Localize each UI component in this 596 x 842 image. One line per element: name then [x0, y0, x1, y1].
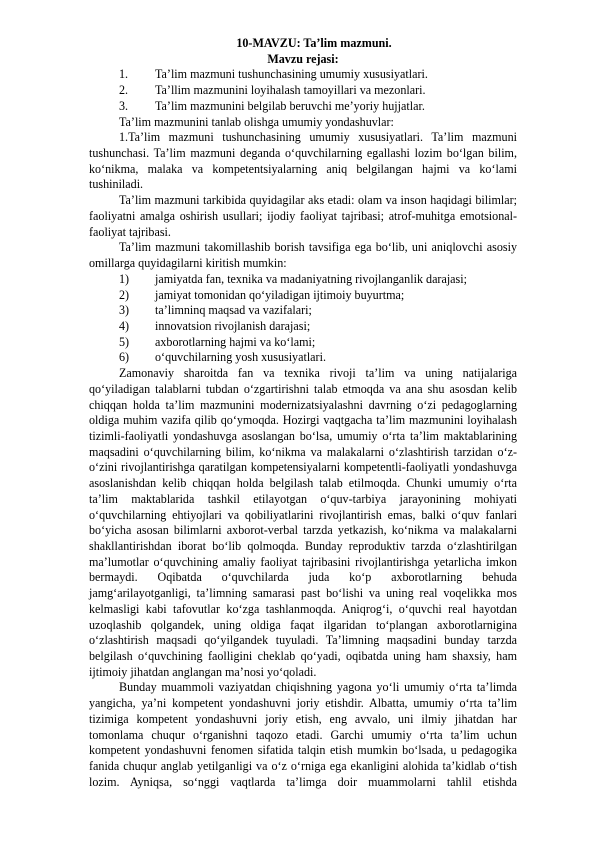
factor-item-text: ta’limninq maqsad va vazifalari;	[155, 303, 312, 318]
factor-item-text: innovatsion rivojlanish darajasi;	[155, 318, 311, 333]
factor-item-text: jamiyat tomonidan qo‘yiladigan ijtimoiy buyurtma;	[155, 287, 405, 302]
plan-item-number: 3.	[119, 98, 129, 113]
factor-item-text: jamiyatda fan, texnika va madaniyatning rivojlanganlik darajasi;	[155, 271, 467, 286]
plan-item-text: Ta’llim mazmunini loyihalash tamoyillari va mezonlari.	[155, 83, 426, 98]
factor-item-number: 1)	[119, 271, 130, 286]
plan-item	[89, 99, 517, 115]
factor-item	[89, 303, 517, 319]
plan-list	[89, 67, 517, 114]
paragraph-factors-intro: Ta’lim mazmuni takomillashib borish tavsifiga ega bo‘lib, uni aniqlovchi asosiy omillarga quyidagilarni kiritish mumkin:	[89, 240, 517, 271]
paragraph-content-components: Ta’lim mazmuni tarkibida quyidagilar aks etadi: olam va inson haqidagi bilimlar; faoliyatni amalga oshirish usullari; ijodiy faoliyat tajribasi; atrof-muhitga emotsional-faoliyat tajribasi.	[89, 193, 517, 239]
paragraph-competent-approach: Bunday muammoli vaziyatdan chiqishning yagona yo‘li umumiy o‘rta ta’limda yangicha, ya’ni kompetent yondashuvni joriy etishdir. Albatta, umumiy o‘rta ta’lim tizimiga kompetent yondashuvni joriy etish, eng avvalo, uni ilmiy jihatdan har tomonlama chuqur o‘rganishni taqozo etadi. Garchi umumiy o‘rta ta’lim uchun kompetent yondashuvni fenomen sifatida talqin etish mumkin bo‘lsada, u pedagogika fanida chuqur anglab yetilganligi va o‘z o‘rniga ega ekanligini alohida ta’kidlab o‘tish lozim. Ayniqsa, so‘nggi vaqtlarda ta’limga doir muammolarni tahlil etishda	[89, 680, 517, 789]
factor-item-number: 3)	[119, 303, 130, 318]
factor-item-text: axborotlarning hajmi va ko‘lami;	[155, 334, 316, 349]
document-page	[89, 36, 517, 791]
approaches-paragraph: Ta’lim mazmunini tanlab olishga umumiy yondashuvlar:	[119, 114, 394, 129]
plan-item	[89, 83, 517, 99]
factor-item	[89, 272, 517, 288]
paragraph-modernization: Zamonaviy sharoitda fan va texnika rivoji ta’lim va uning natijalariga qo‘yiladigan talablarni tubdan o‘zgartirishni talab etmoqda va ana shu asosdan kelib chiqqan holda ta’lim mazmunini modernizatsiyalashni davrning o‘zi pedagoglarning oldiga muhim vazifa qilib qo‘ymoqda. Hozirgi vaqtgacha ta’lim mazmunini loyihalash tizimli-faoliyatli yondashuvga asoslangan bo‘lsa, umumiy o‘rta ta’lim maktablarining maqsadini o‘quvchilarning bilim, ko‘nikma va malakalarni o‘zlashtirish tarzidan o‘z-o‘zini rivojlantirishga qaratilgan kompetensiyalarni kompetentli-faoliyatli yondashuvga asoslanishdan kelib chiqqan holda belgilash talab etilmoqda. Chunki umumiy o‘rta ta’lim maktablarida tashkil etilayotgan o‘quv-tarbiya jarayonining mohiyati o‘quvchilarning ehtiyojlari va qobiliyatlarini rivojlantirish emas, balki o‘quv fanlari bo‘yicha asosan bilimlarni axborot-verbal tarzda yetkazish, ko‘nikma va malakalarni shakllantirishdan iborat bo‘lib qolmoqda. Bunday reproduktiv tarzda o‘zlashtirilgan ma’lumotlar o‘quvchining amaliy faoliyat tajribasini rivojlantirishga yetarlicha imkon bermaydi. Oqibatda o‘quvchilarda juda ko‘p axborotlarning behuda jamg‘arilayotganligi, ta’limning samarasi past bo‘lishi va uning real voqelikka mos kelmasligi kabi tafovutlar ko‘zga tashlanmoqda. Aniqrog‘i, o‘quvchi real hayotdan uzoqlashib qolgandek, uning oldiga faqat ilgaridan to‘plangan axborotlarnigina o‘zlashtirish maqsadi qo‘yilgandek tuyuladi. Ta’limning maqsadini bunday tarzda belgilash o‘quvchining faolligini cheklab qo‘yadi, oqibatda uning ham shaxsiy, ham ijtimoiy jihatdan anglangan ma’nosi yo‘qoladi.	[89, 366, 517, 679]
plan-item-number: 2.	[119, 83, 129, 98]
page-title: 10-MAVZU: Ta’lim mazmuni.	[236, 36, 392, 50]
factor-item-number: 2)	[119, 287, 130, 302]
factor-item-text: o‘quvchilarning yosh xususiyatlari.	[155, 350, 326, 365]
factor-item	[89, 335, 517, 351]
factor-item-number: 5)	[119, 334, 130, 349]
factor-item	[89, 319, 517, 335]
paragraph-definition: 1.Ta’lim mazmuni tushunchasining umumiy xususiyatlari. Ta’lim mazmuni tushunchasi. Ta’lim mazmuni deganda o‘quvchilarning egallashi lozim bo‘lgan bilim, ko‘nikma, malaka va kompetentsiyalarning aniq belgilangan hajmi va ko‘lami tushiniladi.	[89, 130, 517, 192]
plan-item	[89, 67, 517, 83]
plan-heading: Mavzu rejasi:	[267, 51, 339, 66]
factor-item	[89, 350, 517, 366]
factor-item-number: 6)	[119, 350, 130, 365]
plan-item-text: Ta’lim mazmuni tushunchasining umumiy xususiyatlari.	[155, 67, 428, 82]
plan-item-text: Ta’lim mazmunini belgilab beruvchi me’yoriy hujjatlar.	[155, 98, 425, 113]
plan-item-number: 1.	[119, 67, 129, 82]
factor-item-number: 4)	[119, 318, 130, 333]
factors-list	[89, 272, 517, 366]
factor-item	[89, 288, 517, 304]
